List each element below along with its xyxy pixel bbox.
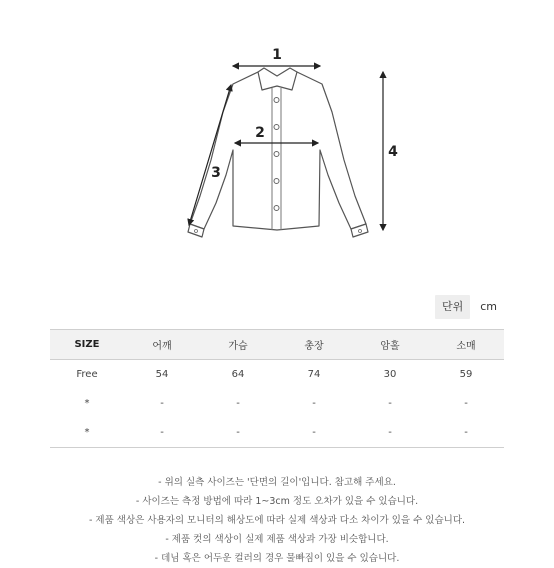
column-header-size: SIZE <box>74 339 100 350</box>
table-cell: - <box>124 418 200 448</box>
table-cell: * <box>84 398 90 409</box>
column-header-length: 총장 <box>304 341 324 352</box>
table-cell: Free <box>76 369 98 380</box>
table-cell: - <box>428 418 504 448</box>
unit-indicator <box>435 294 499 320</box>
length-marker: 4 <box>388 144 398 160</box>
column-header-chest: 가슴 <box>228 341 248 352</box>
table-cell: - <box>160 398 164 409</box>
table-cell: - <box>276 418 352 448</box>
note-line: - 위의 실측 사이즈는 '단면의 길이'입니다. 참고해 주세요. <box>158 477 396 488</box>
note-line: - 사이즈는 측정 방법에 따라 1~3cm 정도 오차가 있을 수 있습니다. <box>135 496 419 507</box>
table-cell: 64 <box>231 369 245 380</box>
note-line: - 제품 색상은 사용자의 모니터의 해상도에 따라 실제 색상과 다소 차이가 있을 수 있습니다. <box>88 515 466 526</box>
note-line: - 데님 혹은 어두운 컬러의 경우 물빠짐이 있을 수 있습니다. <box>154 553 400 564</box>
table-row <box>50 360 504 390</box>
table-cell: - <box>200 418 276 448</box>
unit-value: cm <box>480 300 497 313</box>
size-notes <box>0 473 554 568</box>
table-cell: 54 <box>155 369 169 380</box>
table-cell: - <box>312 398 316 409</box>
table-cell: 59 <box>459 369 473 380</box>
size-table <box>50 329 504 448</box>
table-cell: - <box>388 398 392 409</box>
unit-label: 단위 <box>435 295 470 319</box>
table-cell: 74 <box>307 369 321 380</box>
table-row <box>50 418 504 448</box>
table-row <box>50 389 504 418</box>
column-header-shoulder: 어깨 <box>152 341 172 352</box>
table-cell: * <box>50 418 124 448</box>
table-cell: - <box>464 398 468 409</box>
table-cell: - <box>236 398 240 409</box>
table-header-row <box>50 330 504 360</box>
column-header-sleeve: 소매 <box>456 341 476 352</box>
table-cell: - <box>352 418 428 448</box>
sleeve-marker: 3 <box>211 165 221 181</box>
chest-marker: 2 <box>255 125 265 141</box>
shoulder-marker: 1 <box>272 47 282 63</box>
column-header-armhole: 암홀 <box>380 341 400 352</box>
note-line: - 제품 컷의 색상이 실제 제품 색상과 가장 비슷합니다. <box>165 534 389 545</box>
table-cell: 30 <box>383 369 397 380</box>
